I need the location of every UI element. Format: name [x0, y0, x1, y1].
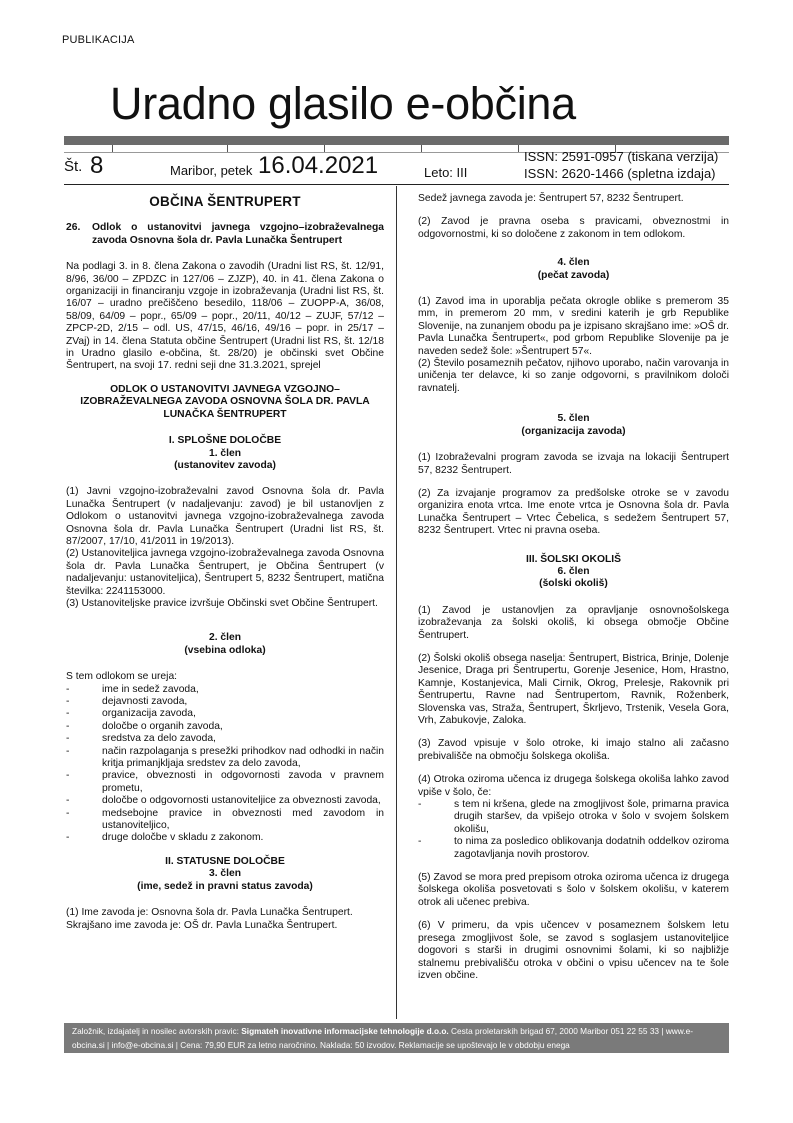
list-item: - določbe o organih zavoda,: [66, 721, 384, 733]
issue-date: 16.04.2021: [258, 152, 379, 179]
article-heading: 6. člen: [557, 565, 590, 577]
issn-web: ISSN: 2620-1466 (spletna izdaja): [524, 166, 716, 181]
publisher-footer: Založnik, izdajatelj in nosilec avtorskih pravic: Sigmateh inovativne informacijske tehnologije d.o.o. Cesta proletarskih brigad 67, 2000 Maribor 051 22 55 33 | www.e-obcina.si | info@e-obcina.si | Cena: 79,90 EUR za letno naročnino. Naklada: 50 izvodov. Reklamacije se upoštevajo le v obdobju enega: [64, 1023, 729, 1053]
paragraph: (3) Zavod vpisuje v šolo otroke, ki imajo stalno ali začasno prebivališče na območju šolskega okoliša.: [418, 738, 729, 762]
footer-email[interactable]: info@e-obcina.si: [111, 1040, 174, 1050]
section-heading: III. ŠOLSKI OKOLIŠ: [526, 553, 621, 565]
paragraph: (2) Število posameznih pečatov, njihovo uporabo, način varovanja in uničenja ter delavce, ki so zanje odgovorni, s pravilnikom določi ravnatelj.: [418, 358, 729, 394]
issue-prefix: Št.: [64, 158, 83, 175]
list-intro: S tem odlokom se ureja:: [66, 671, 178, 683]
list-item: - druge določbe v skladu z zakonom.: [66, 832, 384, 844]
title-rule: [64, 136, 729, 145]
article-heading: 5. člen: [557, 413, 590, 425]
list-item: - ime in sedež zavoda,: [66, 684, 384, 696]
list-item: - sredstva za delo zavoda,: [66, 733, 384, 745]
municipality-heading: OBČINA ŠENTRUPERT: [149, 194, 301, 209]
list-item: - organizacija zavoda,: [66, 708, 384, 720]
article-list: [66, 684, 384, 845]
issue-year: Leto: III: [424, 165, 468, 180]
paragraph: (5) Zavod se mora pred prepisom otroka oziroma učenca iz drugega šolskega okoliša posvetovati s šolo v šolskem okolišu, v katerem otrok ali učenec prebiva.: [418, 872, 729, 908]
footer-rest: Cena: 79,90 EUR za letno naročnino. Naklada: 50 izvodov. Reklamacije se upoštevajo le v obdobju enega: [180, 1040, 570, 1050]
header-rule: [64, 184, 729, 185]
paragraph: (1) Zavod ima in uporablja pečata okrogle oblike s premerom 35 mm, in premerom 20 mm, v sredini katerih je grb Republike Slovenije, na zunanjem obodu pa je izpisano skrajšano ime: »OŠ dr. Pavla Lunačka Šentrupert«, pod grbom Republike Slovenije pa je naveden sedež šole: »Šentrupert 57«.: [418, 296, 729, 357]
section-heading: I. SPLOŠNE DOLOČBE: [168, 435, 282, 447]
footer-web[interactable]: www.e-obcina.si: [72, 1026, 694, 1050]
article-list: [418, 799, 729, 861]
column-divider: [396, 186, 397, 1019]
right-column: [418, 193, 729, 993]
paragraph: (1) Zavod je ustanovljen za opravljanje osnovnošolskega izobraževanja za šolski okoliš, ki obsega območje Občine Šentrupert.: [418, 604, 729, 641]
article-heading: 1. člen: [208, 447, 242, 459]
list-item: - s tem ni kršena, glede na zmogljivost šole, primarna pravica drugih staršev, da vpišejo otroka v šolo v svojem šolskem okolišu,: [418, 799, 729, 836]
article-subheading: (ime, sedež in pravni status zavoda): [137, 880, 313, 892]
paragraph: (2) Šolski okoliš obsega naselja: Šentrupert, Bistrica, Brinje, Dolenje Jesenice, Draga pri Šentrupertu, Gorenje Jesenice, Hom, Hrastno, Kamnje, Kostanjevica, Mali Cirnik, Okrog, Prelesje, Rakovnik pri Šentrupertu, Ravne nad Šentrupertom, Ravnik, Roženberk, Slovenska vas, Straža, Šentrupert, Škrljevo, Trstenik, Vesela Gora, Vrh, Zabukovje, Zaloka.: [418, 652, 729, 726]
section-heading: II. STATUSNE DOLOČBE: [165, 855, 285, 867]
paragraph: (1) Ime zavoda je: Osnovna šola dr. Pavla Lunačka Šentrupert.: [66, 907, 353, 919]
list-item: - medsebojne pravice in obveznosti med zavodom in ustanoviteljico,: [66, 808, 384, 833]
article-heading: 4. člen: [557, 257, 590, 269]
paragraph: (2) Za izvajanje programov za predšolske otroke se v zavodu organizira enota vrtca. Ime enote vrtca je Osnovna šola dr. Pavla Lunačka Šentrupert – Vrtec Čebelica, s sedežem Šentrupert 57, 8232 Šentrupert. Vrtec ni pravna oseba.: [418, 487, 729, 537]
act-number: 26.: [66, 222, 81, 234]
list-item: - dejavnosti zavoda,: [66, 696, 384, 708]
paragraph: (3) Ustanoviteljske pravice izvršuje Občinski svet Občine Šentrupert.: [66, 597, 378, 609]
article-subheading: (ustanovitev zavoda): [174, 459, 276, 471]
publication-label: PUBLIKACIJA: [62, 34, 135, 46]
left-column: [66, 196, 384, 932]
act-title: Odlok o ustanovitvi javnega vzgojno–izobraževalnega zavoda Osnovna šola dr. Pavla Lunačka Šentrupert: [92, 222, 384, 246]
article-heading: 3. člen: [208, 868, 242, 880]
issn-print: ISSN: 2591-0957 (tiskana verzija): [524, 149, 719, 164]
article-subheading: (pečat zavoda): [537, 269, 610, 281]
paragraph: Sedež javnega zavoda je: Šentrupert 57, 8232 Šentrupert.: [418, 193, 684, 204]
place-day: Maribor, petek: [170, 163, 253, 178]
paragraph: Skrajšano ime zavoda je: OŠ dr. Pavla Lunačka Šentrupert.: [66, 919, 338, 931]
paragraph: (1) Izobraževalni program zavoda se izvaja na lokaciji Šentrupert 57, 8232 Šentrupert.: [418, 452, 729, 476]
list-item: - določbe o odgovornosti ustanoviteljice za obveznosti zavoda,: [66, 795, 384, 807]
list-item: - način razpolaganja s presežki prihodkov nad odhodki in način kritja primanjkljaja sredstev za delo zavoda,: [66, 746, 384, 771]
paragraph: (2) Ustanoviteljica javnega vzgojno-izobraževalnega zavoda Osnovna šola dr. Pavla Lunačka Šentrupert, je Občina Šentrupert (v nadaljevanju: ustanoviteljica), Šentrupert 5, 8232 Šentrupert, matična številka: 2241153000.: [66, 548, 384, 597]
issue-number: 8: [90, 152, 104, 179]
paragraph: (2) Zavod je pravna oseba s pravicami, obveznostmi in odgovornostmi, ki so določene z zakonom in tem odlokom.: [418, 216, 729, 240]
article-subheading: (šolski okoliš): [539, 578, 608, 590]
paragraph: (4) Otroka oziroma učenca iz drugega šolskega okoliša lahko zavod vpiše v šolo, če:: [418, 774, 729, 798]
footer-publisher: Sigmateh inovativne informacijske tehnologije d.o.o.: [241, 1026, 449, 1036]
footer-address: Cesta proletarskih brigad 67, 2000 Maribor 051 22 55 33: [451, 1026, 660, 1036]
decree-title: ODLOK O USTANOVITVI JAVNEGA VZGOJNO–IZOBRAŽEVALNEGA ZAVODA OSNOVNA ŠOLA DR. PAVLA LUNAČKA ŠENTRUPERT: [80, 383, 370, 420]
act-heading: [66, 222, 384, 247]
paragraph: (6) V primeru, da vpis učencev v posameznem šolskem letu presega zmogljivost šole, se zavod s soglasjem ustanoviteljice dogovori s starši in drugimi osnovnimi šolami, ki so najbližje stalnemu prebivališču otroka v občini o vpisu učencev na te šole izven občine.: [418, 920, 729, 981]
article-heading: 2. člen: [208, 632, 242, 644]
preamble: Na podlagi 3. in 8. člena Zakona o zavodih (Uradni list RS, št. 12/91, 8/96, 36/00 – ZPDZC in 127/06 – ZJZP), 40. in 41. člena Zakona o organizaciji in financiranju vzgoje in izobraževanja (Uradni list RS, št. 16/07 – uradno prečiščeno besedilo, 118/06 – ZUOPP-A, 36/08, 58/09, 64/09 – popr., 65/09 – popr., 20/11, 40/12 – ZUJF, 57/12 – ZPCP-2D, 2/15 – odl. US, 47/15, 46/16, 49/16 – popr. in 25/17 – ZVaj) in 14. člena Statuta občine Šentrupert (Uradni list RS, št. 12/18 in Uradno glasilo e-občina, št. 28/20) je občinski svet Občine Šentrupert, na svoji 17. redni seji dne 31.3.2021, sprejel: [66, 261, 384, 372]
article-subheading: (organizacija zavoda): [521, 425, 626, 437]
list-item: - to nima za posledico oblikovanja dodatnih oddelkov oziroma zagotavljanja novih prostorov.: [418, 836, 729, 861]
paragraph: (1) Javni vzgojno-izobraževalni zavod Osnovna šola dr. Pavla Lunačka Šentrupert (v nadaljevanju: zavod) je bil ustanovljen z Odlokom o ustanovitvi javnega vzgojno-izobraževalnega zavoda Osnovna šola dr. Pavla Lunačka Šentrupert (Uradni list RS, št. 87/2007, 17/10, 41/2011 in 19/2013).: [66, 486, 384, 547]
list-item: - pravice, obveznosti in odgovornosti zavoda v pravnem prometu,: [66, 770, 384, 795]
article-subheading: (vsebina odloka): [184, 644, 266, 656]
gazette-title: Uradno glasilo e-občina: [110, 78, 576, 129]
footer-lead: Založnik, izdajatelj in nosilec avtorskih pravic:: [72, 1026, 239, 1036]
